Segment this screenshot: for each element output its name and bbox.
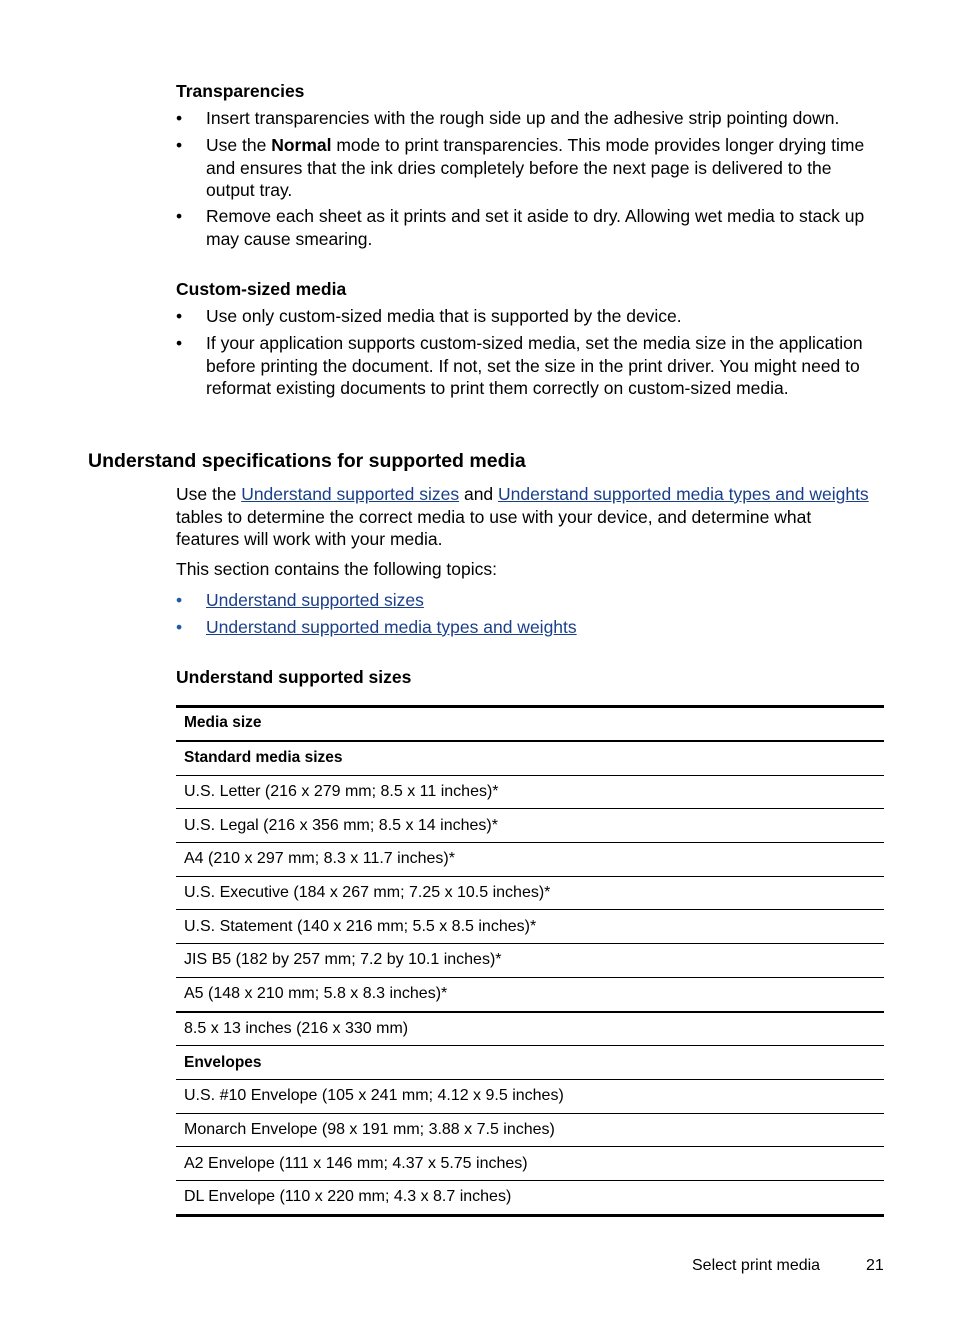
table-row <box>176 1147 884 1181</box>
topics-intro: This section contains the following topics: <box>176 559 497 579</box>
bullet-icon: • <box>176 617 183 637</box>
topic-link-media-types-weights[interactable]: Understand supported media types and weights <box>206 617 577 637</box>
text-segment: Use the <box>206 135 272 155</box>
text-segment: and <box>459 484 499 504</box>
page-number: 21 <box>866 1257 884 1274</box>
topic-link-supported-sizes[interactable]: Understand supported sizes <box>206 590 424 610</box>
table-cell: U.S. #10 Envelope (105 x 241 mm; 4.12 x 9.5 inches) <box>176 1079 884 1113</box>
text-segment: Use the <box>176 484 242 504</box>
table-row <box>176 977 884 1011</box>
footer-section-name: Select print media <box>692 1257 821 1274</box>
table-row <box>176 809 884 843</box>
list-item-text: Use only custom-sized media that is supported by the device. <box>206 306 682 326</box>
table-cell: JIS B5 (182 by 257 mm; 7.2 by 10.1 inches)* <box>176 944 884 978</box>
table-header-row <box>176 706 884 741</box>
bullet-icon: • <box>176 590 183 610</box>
table-row <box>176 775 884 809</box>
bullet-icon: • <box>176 333 183 353</box>
bullet-icon: • <box>176 206 183 226</box>
section-title: Understand specifications for supported media <box>88 450 526 472</box>
table-row <box>176 1012 884 1046</box>
table-row <box>176 910 884 944</box>
table-row <box>176 1113 884 1147</box>
table-cell: U.S. Legal (216 x 356 mm; 8.5 x 14 inches)* <box>176 809 884 843</box>
media-size-table <box>176 706 884 1217</box>
table-cell: A4 (210 x 297 mm; 8.3 x 11.7 inches)* <box>176 843 884 877</box>
table-cell: U.S. Statement (140 x 216 mm; 5.5 x 8.5 inches)* <box>176 910 884 944</box>
table-cell: DL Envelope (110 x 220 mm; 4.3 x 8.7 inches) <box>176 1180 884 1215</box>
column-header: Media size <box>176 706 884 741</box>
table-row <box>176 843 884 877</box>
table-cell: A5 (148 x 210 mm; 5.8 x 8.3 inches)* <box>176 977 884 1011</box>
link-understand-media-types-weights[interactable]: Understand supported media types and weights <box>498 484 869 504</box>
list-item-text <box>206 134 881 202</box>
table-row <box>176 876 884 910</box>
text-segment: tables to determine the correct media to use with your device, and determine what features will work with your media. <box>176 506 812 549</box>
table-cell: A2 Envelope (111 x 146 mm; 4.37 x 5.75 inches) <box>176 1147 884 1181</box>
table-group-row <box>176 1046 884 1080</box>
table-row <box>176 944 884 978</box>
table-group-row <box>176 741 884 775</box>
bullet-icon: • <box>176 135 183 155</box>
custom-sized-heading: Custom-sized media <box>176 279 347 299</box>
list-item-text: Insert transparencies with the rough side up and the adhesive strip pointing down. <box>206 108 840 128</box>
table-cell: Monarch Envelope (98 x 191 mm; 3.88 x 7.5 inches) <box>176 1113 884 1147</box>
table-row <box>176 1079 884 1113</box>
table-cell: U.S. Executive (184 x 267 mm; 7.25 x 10.5 inches)* <box>176 876 884 910</box>
intro-paragraph <box>176 483 876 551</box>
list-item-text: If your application supports custom-sized media, set the media size in the application before printing the document. If not, set the size in the print driver. You might need to reformat existing documents to print them correctly on custom-sized media. <box>206 333 863 398</box>
group-label: Standard media sizes <box>176 741 884 775</box>
transparencies-heading: Transparencies <box>176 81 305 101</box>
table-row <box>176 1180 884 1215</box>
sizes-heading: Understand supported sizes <box>176 667 412 687</box>
link-understand-supported-sizes[interactable]: Understand supported sizes <box>241 484 460 504</box>
emphasis-normal: Normal <box>271 135 332 155</box>
table-cell: 8.5 x 13 inches (216 x 330 mm) <box>176 1012 884 1046</box>
bullet-icon: • <box>176 306 183 326</box>
text-segment: mode to print transparencies. This mode provides longer drying time and ensures that the ink dries completely before the next page is delivered to the output tray. <box>206 135 865 200</box>
bullet-icon: • <box>176 108 183 128</box>
group-label: Envelopes <box>176 1046 884 1080</box>
list-item-text: Remove each sheet as it prints and set it aside to dry. Allowing wet media to stack up may cause smearing. <box>206 206 865 249</box>
table-cell: U.S. Letter (216 x 279 mm; 8.5 x 11 inches)* <box>176 775 884 809</box>
